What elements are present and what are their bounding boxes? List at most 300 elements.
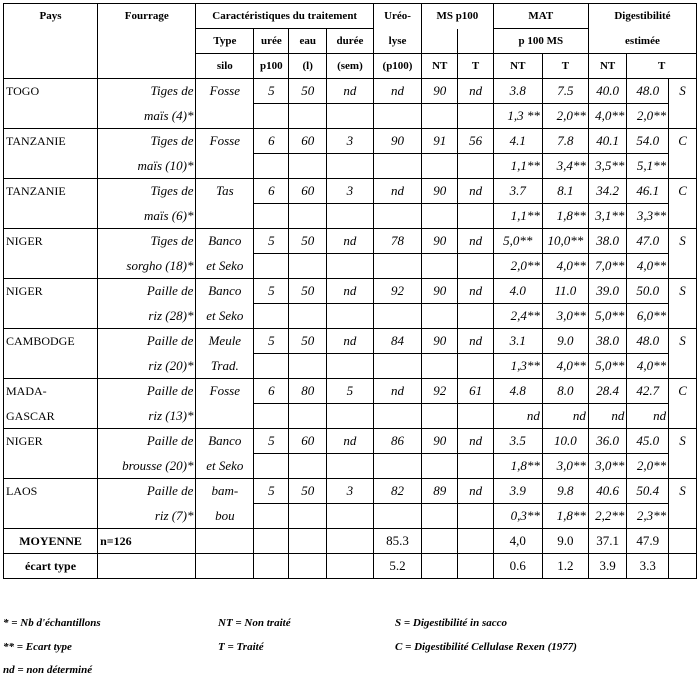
- ureolysis-cell: nd: [373, 179, 421, 204]
- empty-cell: [422, 204, 458, 229]
- ms-nt-cell: 90: [422, 279, 458, 304]
- ureolysis-cell: 84: [373, 329, 421, 354]
- header-ms-t: T: [458, 54, 493, 79]
- mean-mat-nt: 4,0: [493, 529, 542, 554]
- header-blank: [458, 29, 493, 54]
- silo-type-cell: Meule: [196, 329, 254, 354]
- silo-type-cell: Fosse: [196, 129, 254, 154]
- empty-cell: [669, 304, 697, 329]
- sd-mat-t-cell: 1,8**: [542, 504, 588, 529]
- urea-cell: 5: [254, 329, 289, 354]
- empty-cell: [289, 554, 326, 579]
- duration-cell: nd: [326, 329, 373, 354]
- silo-type-cell: [196, 404, 254, 429]
- fodder-cell: riz (28)*: [98, 304, 196, 329]
- country-cell: LAOS: [4, 479, 98, 504]
- ms-t-cell: nd: [458, 479, 493, 504]
- silo-type-cell: Banco: [196, 229, 254, 254]
- table-row: [4, 454, 697, 479]
- sd-dig-nt-cell: 3,5**: [588, 154, 626, 179]
- water-cell: 50: [289, 329, 326, 354]
- empty-cell: [326, 354, 373, 379]
- table-row: [4, 179, 697, 204]
- empty-cell: [458, 454, 493, 479]
- ms-nt-cell: 90: [422, 229, 458, 254]
- table-row: [4, 479, 697, 504]
- table-row: [4, 354, 697, 379]
- empty-cell: [458, 554, 493, 579]
- urea-cell: 6: [254, 379, 289, 404]
- header-mat-nt: NT: [493, 54, 542, 79]
- duration-cell: 3: [326, 479, 373, 504]
- country-cell: MADA-: [4, 379, 98, 404]
- silo-type-cell: Tas: [196, 179, 254, 204]
- sd-dig-t-cell: 3,3**: [627, 204, 669, 229]
- empty-cell: [254, 304, 289, 329]
- dig-t-cell: 48.0: [627, 79, 669, 104]
- mat-t-cell: 7.8: [542, 129, 588, 154]
- empty-cell: [196, 554, 254, 579]
- sd-dig-t-cell: 6,0**: [627, 304, 669, 329]
- silo-type-cell: [196, 154, 254, 179]
- country-cell: [4, 304, 98, 329]
- fodder-cell: Paille de: [98, 429, 196, 454]
- country-cell: TOGO: [4, 79, 98, 104]
- water-cell: 50: [289, 479, 326, 504]
- sd-dig-t-cell: nd: [627, 404, 669, 429]
- std-dig-nt: 3.9: [588, 554, 626, 579]
- empty-cell: [326, 554, 373, 579]
- ms-t-cell: nd: [458, 229, 493, 254]
- sd-mat-t-cell: 3,0**: [542, 454, 588, 479]
- header-fourrage: Fourrage: [98, 4, 196, 29]
- mat-nt-cell: 3.8: [493, 79, 542, 104]
- ms-nt-cell: 90: [422, 329, 458, 354]
- mat-nt-cell: 5,0**: [493, 229, 542, 254]
- empty-cell: [422, 454, 458, 479]
- fodder-cell: Tiges de: [98, 79, 196, 104]
- sd-dig-nt-cell: 2,2**: [588, 504, 626, 529]
- empty-cell: [254, 504, 289, 529]
- urea-cell: 5: [254, 229, 289, 254]
- method-cell: S: [669, 479, 697, 504]
- mean-ureolysis: 85.3: [373, 529, 421, 554]
- country-cell: TANZANIE: [4, 179, 98, 204]
- empty-cell: [289, 104, 326, 129]
- mat-t-cell: 10,0**: [542, 229, 588, 254]
- sd-mat-t-cell: nd: [542, 404, 588, 429]
- empty-cell: [326, 254, 373, 279]
- silo-type-cell: bou: [196, 504, 254, 529]
- mean-row: [4, 529, 697, 554]
- header-caracteristiques: Caractéristiques du traitement: [196, 4, 373, 29]
- silo-type-cell: [196, 204, 254, 229]
- dig-nt-cell: 40.0: [588, 79, 626, 104]
- urea-cell: 5: [254, 279, 289, 304]
- mean-mat-t: 9.0: [542, 529, 588, 554]
- sd-mat-nt-cell: 0,3**: [493, 504, 542, 529]
- silo-type-cell: Banco: [196, 279, 254, 304]
- sd-mat-t-cell: 3,0**: [542, 304, 588, 329]
- dig-t-cell: 47.0: [627, 229, 669, 254]
- duration-cell: 3: [326, 129, 373, 154]
- ms-t-cell: nd: [458, 79, 493, 104]
- dig-t-cell: 42.7: [627, 379, 669, 404]
- ms-t-cell: nd: [458, 329, 493, 354]
- sd-mat-t-cell: 4,0**: [542, 254, 588, 279]
- sd-dig-t-cell: 5,1**: [627, 154, 669, 179]
- sample-count: n=126: [98, 529, 196, 554]
- sd-mat-t-cell: 2,0**: [542, 104, 588, 129]
- empty-cell: [669, 404, 697, 429]
- country-cell: [4, 104, 98, 129]
- header-mat-unit: p 100 MS: [493, 29, 588, 54]
- dig-nt-cell: 38.0: [588, 329, 626, 354]
- dig-nt-cell: 40.6: [588, 479, 626, 504]
- header-pays: Pays: [4, 4, 98, 29]
- fodder-cell: Paille de: [98, 329, 196, 354]
- empty-cell: [289, 204, 326, 229]
- water-cell: 60: [289, 179, 326, 204]
- mat-t-cell: 9.0: [542, 329, 588, 354]
- silo-type-cell: Fosse: [196, 79, 254, 104]
- header-dig-estimee: estimée: [588, 29, 696, 54]
- ms-nt-cell: 91: [422, 129, 458, 154]
- water-cell: 60: [289, 429, 326, 454]
- empty-cell: [422, 154, 458, 179]
- empty-cell: [254, 204, 289, 229]
- empty-cell: [254, 154, 289, 179]
- empty-cell: [669, 354, 697, 379]
- mat-nt-cell: 3.7: [493, 179, 542, 204]
- std-dig-t: 3.3: [627, 554, 669, 579]
- mat-t-cell: 11.0: [542, 279, 588, 304]
- water-cell: 80: [289, 379, 326, 404]
- fodder-cell: Tiges de: [98, 179, 196, 204]
- footnote-s: S = Digestibilité in sacco: [395, 617, 507, 629]
- dig-nt-cell: 36.0: [588, 429, 626, 454]
- mat-t-cell: 8.0: [542, 379, 588, 404]
- header-silo: silo: [196, 54, 254, 79]
- sd-dig-t-cell: 2,3**: [627, 504, 669, 529]
- table-row: [4, 254, 697, 279]
- sd-mat-t-cell: 4,0**: [542, 354, 588, 379]
- table-row: [4, 204, 697, 229]
- sd-mat-nt-cell: 1,8**: [493, 454, 542, 479]
- empty-cell: [289, 504, 326, 529]
- empty-cell: [669, 154, 697, 179]
- empty-cell: [669, 104, 697, 129]
- country-cell: [4, 454, 98, 479]
- water-cell: 50: [289, 79, 326, 104]
- footnote-ecart: ** = Ecart type: [3, 641, 72, 653]
- empty-cell: [326, 304, 373, 329]
- empty-cell: [373, 504, 421, 529]
- empty-cell: [326, 404, 373, 429]
- header-ureolyse-1: Uréo-: [373, 4, 421, 29]
- country-cell: TANZANIE: [4, 129, 98, 154]
- dig-nt-cell: 28.4: [588, 379, 626, 404]
- ms-t-cell: nd: [458, 179, 493, 204]
- ureolysis-cell: nd: [373, 79, 421, 104]
- mat-nt-cell: 3.5: [493, 429, 542, 454]
- sd-dig-nt-cell: 7,0**: [588, 254, 626, 279]
- empty-cell: [422, 304, 458, 329]
- fodder-cell: Paille de: [98, 379, 196, 404]
- empty-cell: [326, 504, 373, 529]
- empty-cell: [422, 404, 458, 429]
- country-cell: CAMBODGE: [4, 329, 98, 354]
- mat-t-cell: 10.0: [542, 429, 588, 454]
- mat-t-cell: 8.1: [542, 179, 588, 204]
- footnote-t: T = Traité: [218, 641, 264, 653]
- country-cell: [4, 504, 98, 529]
- fodder-cell: riz (13)*: [98, 404, 196, 429]
- duration-cell: 5: [326, 379, 373, 404]
- header-dig-nt: NT: [588, 54, 626, 79]
- header-blank: [98, 29, 196, 54]
- sd-mat-nt-cell: nd: [493, 404, 542, 429]
- header-dig-t: T: [627, 54, 697, 79]
- empty-cell: [422, 354, 458, 379]
- sd-dig-t-cell: 4,0**: [627, 354, 669, 379]
- empty-cell: [422, 529, 458, 554]
- country-cell: GASCAR: [4, 404, 98, 429]
- dig-nt-cell: 39.0: [588, 279, 626, 304]
- empty-cell: [458, 504, 493, 529]
- sd-dig-t-cell: 2,0**: [627, 104, 669, 129]
- std-row: [4, 554, 697, 579]
- sd-dig-nt-cell: 4,0**: [588, 104, 626, 129]
- header-row-1: [4, 4, 697, 29]
- empty-cell: [458, 254, 493, 279]
- header-row-3: [4, 54, 697, 79]
- sd-mat-t-cell: 3,4**: [542, 154, 588, 179]
- header-ureolyse-2: lyse: [373, 29, 421, 54]
- mean-dig-t: 47.9: [627, 529, 669, 554]
- header-ms-nt: NT: [422, 54, 458, 79]
- mat-nt-cell: 4.8: [493, 379, 542, 404]
- fodder-cell: Paille de: [98, 279, 196, 304]
- table-row: [4, 304, 697, 329]
- empty-cell: [422, 504, 458, 529]
- water-cell: 50: [289, 279, 326, 304]
- duration-cell: nd: [326, 79, 373, 104]
- std-mat-nt: 0.6: [493, 554, 542, 579]
- urea-cell: 5: [254, 429, 289, 454]
- table-row: [4, 79, 697, 104]
- empty-cell: [458, 204, 493, 229]
- empty-cell: [373, 404, 421, 429]
- empty-cell: [326, 529, 373, 554]
- sd-mat-nt-cell: 2,0**: [493, 254, 542, 279]
- silo-type-cell: Fosse: [196, 379, 254, 404]
- sd-dig-nt-cell: 5,0**: [588, 354, 626, 379]
- empty-cell: [458, 154, 493, 179]
- silo-type-cell: bam-: [196, 479, 254, 504]
- std-ureolysis: 5.2: [373, 554, 421, 579]
- header-blank: [98, 54, 196, 79]
- empty-cell: [458, 404, 493, 429]
- ms-nt-cell: 90: [422, 429, 458, 454]
- country-cell: [4, 154, 98, 179]
- silo-type-cell: et Seko: [196, 304, 254, 329]
- empty-cell: [254, 529, 289, 554]
- header-blank: [4, 29, 98, 54]
- sd-mat-nt-cell: 1,1**: [493, 204, 542, 229]
- sd-mat-nt-cell: 2,4**: [493, 304, 542, 329]
- table-row: [4, 329, 697, 354]
- empty-cell: [422, 254, 458, 279]
- empty-cell: [289, 529, 326, 554]
- empty-cell: [458, 529, 493, 554]
- country-cell: NIGER: [4, 279, 98, 304]
- silo-type-cell: [196, 104, 254, 129]
- ms-nt-cell: 92: [422, 379, 458, 404]
- mat-nt-cell: 3.9: [493, 479, 542, 504]
- method-cell: C: [669, 179, 697, 204]
- ureolysis-cell: 78: [373, 229, 421, 254]
- ureolysis-cell: 82: [373, 479, 421, 504]
- empty-cell: [254, 454, 289, 479]
- sd-dig-nt-cell: 5,0**: [588, 304, 626, 329]
- empty-cell: [669, 529, 697, 554]
- mat-t-cell: 9.8: [542, 479, 588, 504]
- duration-cell: nd: [326, 229, 373, 254]
- mat-t-cell: 7.5: [542, 79, 588, 104]
- empty-cell: [289, 454, 326, 479]
- silo-type-cell: et Seko: [196, 254, 254, 279]
- header-digestibilite: Digestibilité: [588, 4, 696, 29]
- empty-cell: [669, 454, 697, 479]
- header-mat: MAT: [493, 4, 588, 29]
- sd-dig-nt-cell: nd: [588, 404, 626, 429]
- table-row: [4, 104, 697, 129]
- empty-cell: [373, 254, 421, 279]
- empty-cell: [254, 554, 289, 579]
- header-blank: [422, 29, 458, 54]
- empty-cell: [422, 554, 458, 579]
- dig-t-cell: 50.4: [627, 479, 669, 504]
- silo-type-cell: Banco: [196, 429, 254, 454]
- urea-cell: 6: [254, 179, 289, 204]
- ureolysis-cell: 92: [373, 279, 421, 304]
- empty-cell: [458, 104, 493, 129]
- empty-cell: [326, 204, 373, 229]
- header-type: Type: [196, 29, 254, 54]
- empty-cell: [289, 404, 326, 429]
- sd-dig-nt-cell: 3,0**: [588, 454, 626, 479]
- sd-dig-t-cell: 2,0**: [627, 454, 669, 479]
- table-row: [4, 229, 697, 254]
- table-row: [4, 504, 697, 529]
- empty-cell: [254, 404, 289, 429]
- ms-t-cell: nd: [458, 279, 493, 304]
- method-cell: C: [669, 379, 697, 404]
- method-cell: S: [669, 229, 697, 254]
- ms-nt-cell: 90: [422, 179, 458, 204]
- empty-cell: [326, 104, 373, 129]
- empty-cell: [289, 254, 326, 279]
- ms-t-cell: 61: [458, 379, 493, 404]
- dig-nt-cell: 34.2: [588, 179, 626, 204]
- empty-cell: [373, 354, 421, 379]
- table-row: [4, 129, 697, 154]
- empty-cell: [289, 354, 326, 379]
- header-eau-unit: (l): [289, 54, 326, 79]
- header-ms: MS p100: [422, 4, 494, 29]
- empty-cell: [373, 154, 421, 179]
- country-cell: [4, 204, 98, 229]
- urea-cell: 5: [254, 79, 289, 104]
- footnote-samples: * = Nb d'échantillons: [3, 617, 101, 629]
- fodder-cell: riz (20)*: [98, 354, 196, 379]
- empty-cell: [373, 454, 421, 479]
- table-row: [4, 379, 697, 404]
- dig-nt-cell: 38.0: [588, 229, 626, 254]
- empty-cell: [669, 204, 697, 229]
- urea-cell: 5: [254, 479, 289, 504]
- dig-t-cell: 45.0: [627, 429, 669, 454]
- dig-t-cell: 46.1: [627, 179, 669, 204]
- duration-cell: nd: [326, 279, 373, 304]
- fodder-cell: maïs (10)*: [98, 154, 196, 179]
- dig-t-cell: 50.0: [627, 279, 669, 304]
- header-uree: urée: [254, 29, 289, 54]
- footnote-nt: NT = Non traité: [218, 617, 291, 629]
- mean-dig-nt: 37.1: [588, 529, 626, 554]
- ureolysis-cell: 90: [373, 129, 421, 154]
- header-duree: durée: [326, 29, 373, 54]
- mean-label: MOYENNE: [4, 529, 98, 554]
- method-cell: S: [669, 279, 697, 304]
- fodder-cell: brousse (20)*: [98, 454, 196, 479]
- ms-nt-cell: 89: [422, 479, 458, 504]
- silo-type-cell: Trad.: [196, 354, 254, 379]
- empty-cell: [254, 104, 289, 129]
- fodder-cell: maïs (4)*: [98, 104, 196, 129]
- std-label: écart type: [4, 554, 98, 579]
- country-cell: [4, 354, 98, 379]
- dig-t-cell: 54.0: [627, 129, 669, 154]
- header-eau: eau: [289, 29, 326, 54]
- empty-cell: [98, 554, 196, 579]
- header-sem: (sem): [326, 54, 373, 79]
- empty-cell: [669, 554, 697, 579]
- empty-cell: [289, 304, 326, 329]
- fodder-cell: Tiges de: [98, 229, 196, 254]
- empty-cell: [669, 254, 697, 279]
- mat-nt-cell: 4.1: [493, 129, 542, 154]
- dig-t-cell: 48.0: [627, 329, 669, 354]
- duration-cell: 3: [326, 179, 373, 204]
- fodder-cell: maïs (6)*: [98, 204, 196, 229]
- table-row: [4, 279, 697, 304]
- empty-cell: [373, 104, 421, 129]
- sd-mat-nt-cell: 1,1**: [493, 154, 542, 179]
- header-ureolyse-3: (p100): [373, 54, 421, 79]
- mat-nt-cell: 3.1: [493, 329, 542, 354]
- method-cell: S: [669, 79, 697, 104]
- footnote-c: C = Digestibilité Cellulase Rexen (1977): [395, 641, 577, 653]
- empty-cell: [254, 354, 289, 379]
- ureolysis-cell: nd: [373, 379, 421, 404]
- footnote-nd: nd = non déterminé: [3, 664, 93, 676]
- silo-type-cell: et Seko: [196, 454, 254, 479]
- sd-dig-nt-cell: 3,1**: [588, 204, 626, 229]
- water-cell: 50: [289, 229, 326, 254]
- empty-cell: [458, 354, 493, 379]
